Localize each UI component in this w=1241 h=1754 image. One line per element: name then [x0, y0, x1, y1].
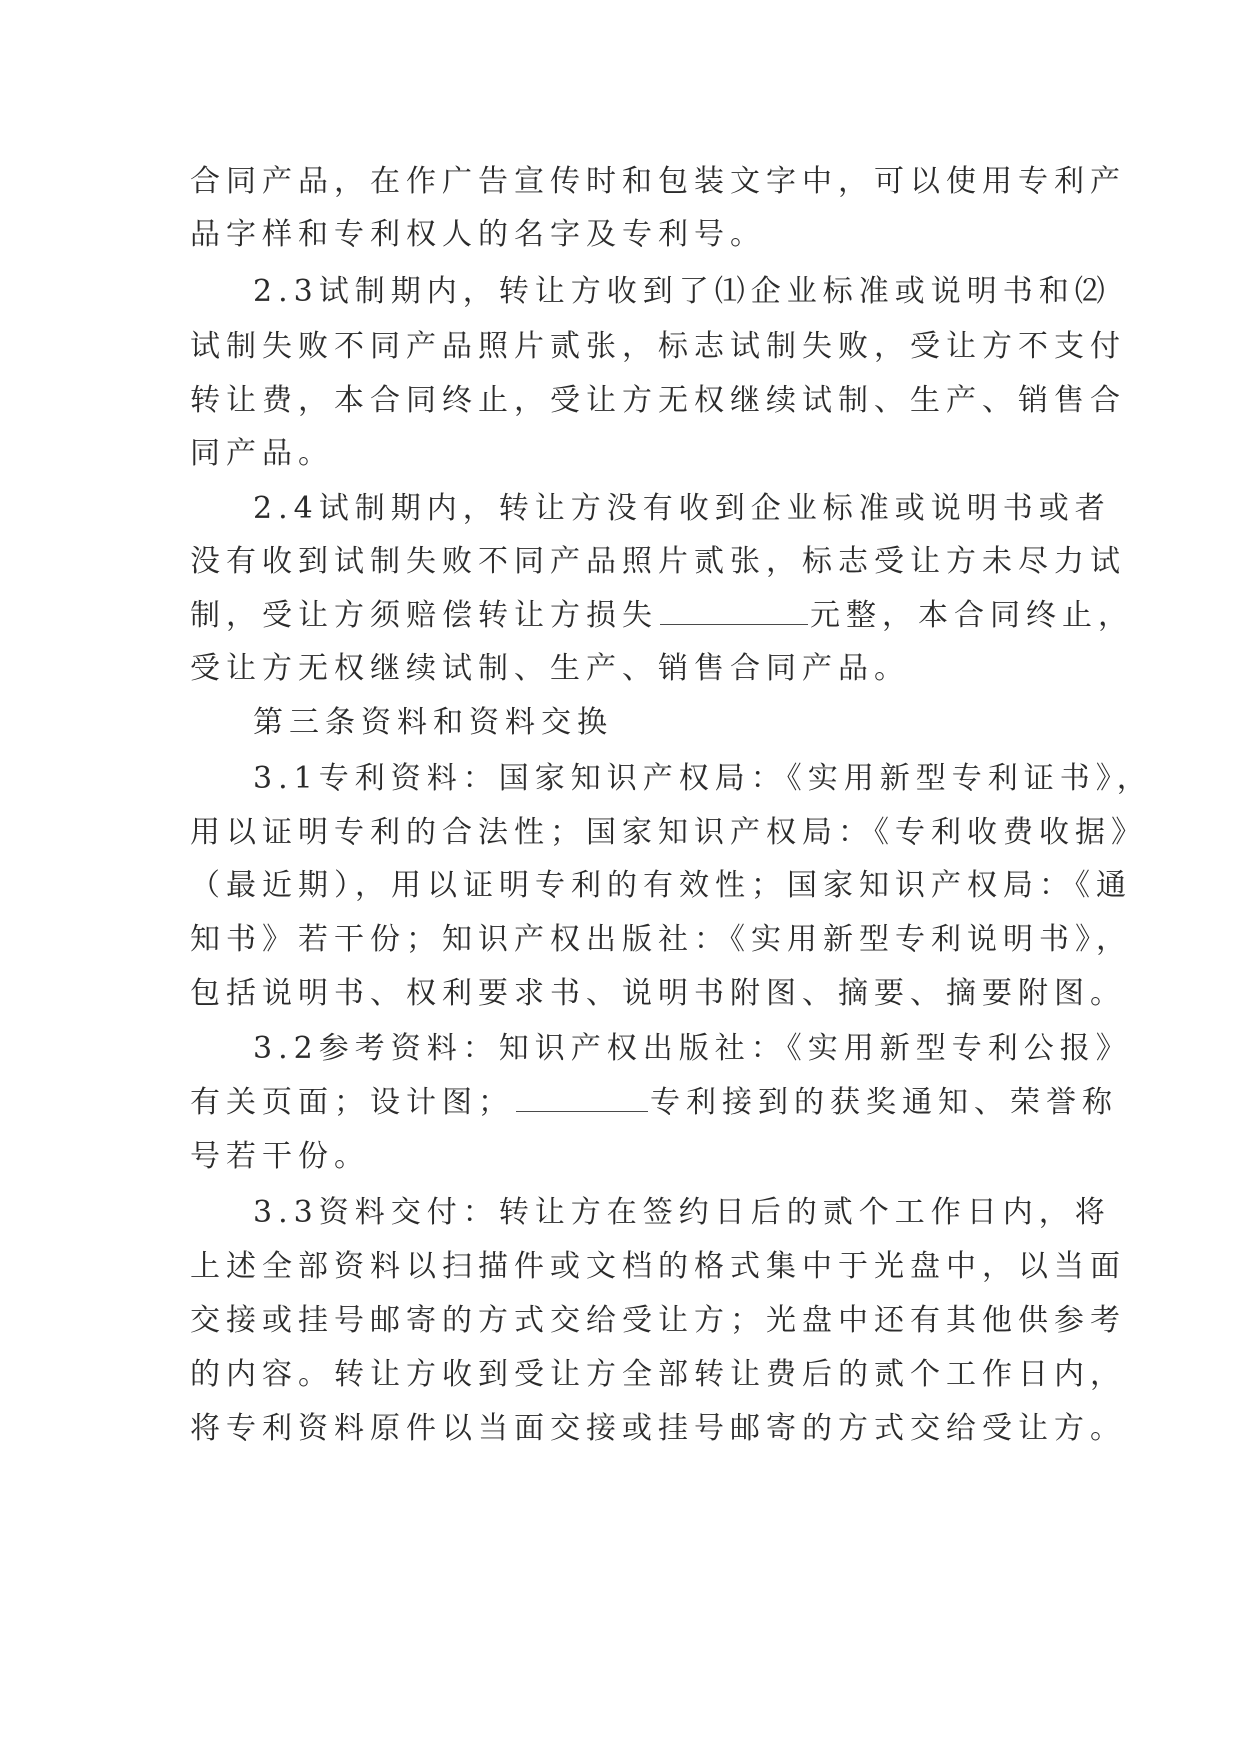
text-line [190, 211, 766, 259]
text-line [190, 645, 910, 693]
text-line [190, 809, 1147, 857]
text-span: 3.3资料交付：转让方在签约日后的贰个工作日内，将 [253, 1195, 1111, 1230]
text-line [190, 323, 1126, 371]
text-line [190, 1133, 370, 1181]
clause-3-3-heading-line [253, 1189, 1111, 1237]
text-line [190, 430, 334, 478]
text-span: 号若干份。 [190, 1139, 370, 1174]
text-span: 品字样和专利权人的名字及专利号。 [190, 217, 766, 252]
clause-2-4-heading-line [253, 485, 1111, 533]
text-line [190, 1243, 1126, 1291]
clause-3-1-heading-line [253, 755, 1153, 803]
text-span: 同产品。 [190, 436, 334, 471]
text-span: 有关页面；设计图； [190, 1085, 514, 1120]
text-line [190, 592, 1134, 640]
text-span: 2.3试制期内，转让方收到了⑴企业标准或说明书和⑵ [253, 274, 1111, 309]
text-span: 3.1专利资料：国家知识产权局：《实用新型专利证书》， [253, 761, 1153, 796]
text-span: 包括说明书、权利要求书、说明书附图、摘要、摘要附图。 [190, 976, 1126, 1011]
text-line [190, 1297, 1126, 1345]
text-span: 试制失败不同产品照片贰张，标志试制失败，受让方不支付 [190, 329, 1126, 364]
text-span: 3.2参考资料：知识产权出版社：《实用新型专利公报》 [253, 1031, 1132, 1066]
clause-2-3-heading-line [253, 268, 1111, 316]
text-line [190, 377, 1126, 425]
text-line [190, 1351, 1126, 1399]
text-span: 将专利资料原件以当面交接或挂号邮寄的方式交给受让方。 [190, 1411, 1126, 1446]
text-line [190, 158, 1126, 206]
text-span: 交接或挂号邮寄的方式交给受让方；光盘中还有其他供参考 [190, 1303, 1126, 1338]
text-span: 2.4试制期内，转让方没有收到企业标准或说明书或者 [253, 491, 1111, 526]
text-span: 元整，本合同终止， [810, 598, 1134, 633]
text-line [190, 970, 1126, 1018]
text-span: 知书》若干份；知识产权出版社：《实用新型专利说明书》， [190, 922, 1132, 957]
text-span: 制，受让方须赔偿转让方损失 [190, 598, 658, 633]
text-span: 转让费，本合同终止，受让方无权继续试制、生产、销售合 [190, 383, 1126, 418]
text-span: 合同产品，在作广告宣传时和包装文字中，可以使用专利产 [190, 164, 1126, 199]
fill-in-blank[interactable] [516, 1089, 648, 1112]
text-span: 用以证明专利的合法性；国家知识产权局：《专利收费收据》 [190, 815, 1147, 850]
text-line [190, 916, 1132, 964]
clause-3-2-heading-line [253, 1025, 1132, 1073]
article-3-heading [253, 699, 613, 747]
text-line [190, 1405, 1126, 1453]
text-span: 受让方无权继续试制、生产、销售合同产品。 [190, 651, 910, 686]
text-span: 第三条资料和资料交换 [253, 705, 613, 740]
text-span: （最近期），用以证明专利的有效性；国家知识产权局：《通 [190, 868, 1132, 903]
text-span: 没有收到试制失败不同产品照片贰张，标志受让方未尽力试 [190, 544, 1126, 579]
text-line [190, 538, 1126, 586]
text-span: 专利接到的获奖通知、荣誉称 [650, 1085, 1118, 1120]
text-span: 的内容。转让方收到受让方全部转让费后的贰个工作日内， [190, 1357, 1126, 1392]
text-span: 上述全部资料以扫描件或文档的格式集中于光盘中，以当面 [190, 1249, 1126, 1284]
text-line [190, 862, 1132, 910]
fill-in-blank[interactable] [660, 602, 808, 625]
text-line [190, 1079, 1118, 1127]
